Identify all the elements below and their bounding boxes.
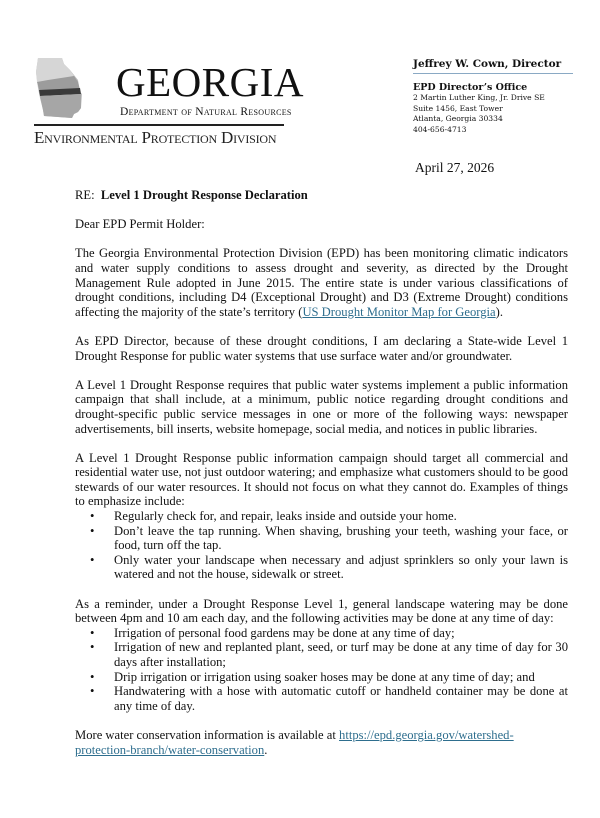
- list-item: [90, 669, 568, 685]
- letter-date: April 27, 2026: [415, 160, 495, 175]
- director-contact-block: [413, 58, 573, 135]
- office-title: EPD Director’s Office: [413, 82, 528, 93]
- paragraph-text: The Georgia Environmental Protection Division (EPD) has been monitoring climatic indicators and water supply conditions to assess drought and severity, as directed by the Drought Management Rule adopted in June 2015. The entire state is under various classifications of drought conditions, including D4 (Exceptional Drought) and D3 (Extreme Drought) conditions affecting the majority of the state’s territory (: [75, 246, 568, 319]
- paragraph-text: ).: [495, 304, 503, 319]
- list-item: [90, 552, 568, 582]
- paragraph-monitoring: [75, 246, 568, 319]
- paragraph-text: More water conservation information is available at: [75, 727, 340, 742]
- paragraph-text: .: [264, 742, 268, 757]
- letter-body: [75, 188, 568, 772]
- emphasize-list: [75, 509, 568, 582]
- director-name: Jeffrey W. Cown, Director: [413, 58, 573, 74]
- re-subject: Level 1 Drought Response Declaration: [100, 188, 308, 202]
- list-item-text: Regularly check for, and repair, leaks inside and outside your home.: [114, 509, 457, 524]
- address-line: Atlanta, Georgia 30334: [413, 114, 503, 123]
- address-line: 2 Martin Luther King, Jr. Drive SE: [413, 93, 545, 102]
- paragraph-reminder: As a reminder, under a Drought Response Level 1, general landscape watering may be done between 4pm and 10 am each day, and the following activities may be done at any time of day:: [75, 596, 568, 626]
- re-prefix: RE:: [75, 188, 95, 202]
- list-item: [90, 684, 568, 713]
- list-item-text: Irrigation of new and replanted plant, seed, or turf may be done at any time of day for 30 days after installation;: [114, 640, 568, 669]
- list-item-text: Only water your landscape when necessary and adjust sprinklers so only your lawn is watered and not the house, sidewalk or street.: [114, 552, 568, 582]
- logo-department: Department of Natural Resources: [120, 106, 292, 118]
- list-item: [90, 523, 568, 553]
- water-conservation-link[interactable]: https://epd.georgia.gov/watershed-protection-branch/water-conservation: [75, 727, 514, 757]
- logo-division: Environmental Protection Division: [34, 128, 277, 147]
- list-item-text: Handwatering with a hose with automatic cutoff or handheld container may be done at any time of day.: [114, 684, 568, 713]
- bullet-icon: •: [90, 669, 95, 684]
- epd-logo: [30, 58, 304, 148]
- drought-monitor-link[interactable]: US Drought Monitor Map for Georgia: [302, 304, 496, 319]
- bullet-icon: •: [90, 523, 95, 538]
- list-item-text: Drip irrigation or irrigation using soaker hoses may be done at any time of day; and: [114, 669, 535, 684]
- salutation: Dear EPD Permit Holder:: [75, 217, 205, 232]
- paragraph-declaration: As EPD Director, because of these drought conditions, I am declaring a State-wide Level 1 Drought Response for public water systems that use surface water and/or groundwater.: [75, 333, 568, 363]
- list-item: [90, 640, 568, 669]
- phone-number: 404-656-4713: [413, 124, 467, 134]
- paragraph-closing: [75, 728, 568, 757]
- list-item: [90, 509, 568, 524]
- list-item-text: Irrigation of personal food gardens may be done at any time of day;: [114, 625, 455, 640]
- paragraph-requirements: A Level 1 Drought Response requires that public water systems implement a public information campaign that shall include, at a minimum, public notice regarding drought conditions and drought-specific public service messages in one or more of the following ways: newspaper advertisements, bill inserts, website homepage, social media, and notices in public libraries.: [75, 377, 568, 436]
- georgia-state-map-icon: [34, 58, 84, 120]
- subject-line: [75, 188, 568, 203]
- logo-wordmark: GEORGIA: [116, 59, 304, 105]
- bullet-icon: •: [90, 640, 95, 655]
- bullet-icon: •: [90, 625, 95, 640]
- bullet-icon: •: [90, 509, 95, 524]
- allowed-activities-list: [75, 626, 568, 714]
- address-line: Suite 1456, East Tower: [413, 103, 503, 113]
- list-item: [90, 625, 568, 641]
- paragraph-campaign: A Level 1 Drought Response public information campaign should target all commercial and residential water use, not just outdoor watering; and emphasize what customers should to be good stewards of our water resources. It should not focus on what they cannot do. Examples of things to emphasize include:: [75, 450, 568, 509]
- bullet-icon: •: [90, 684, 95, 699]
- bullet-icon: •: [90, 552, 95, 567]
- list-item-text: Don’t leave the tap running. When shaving, brushing your teeth, washing your face, or food, turn off the tap.: [114, 523, 568, 553]
- logo-divider: [34, 124, 284, 126]
